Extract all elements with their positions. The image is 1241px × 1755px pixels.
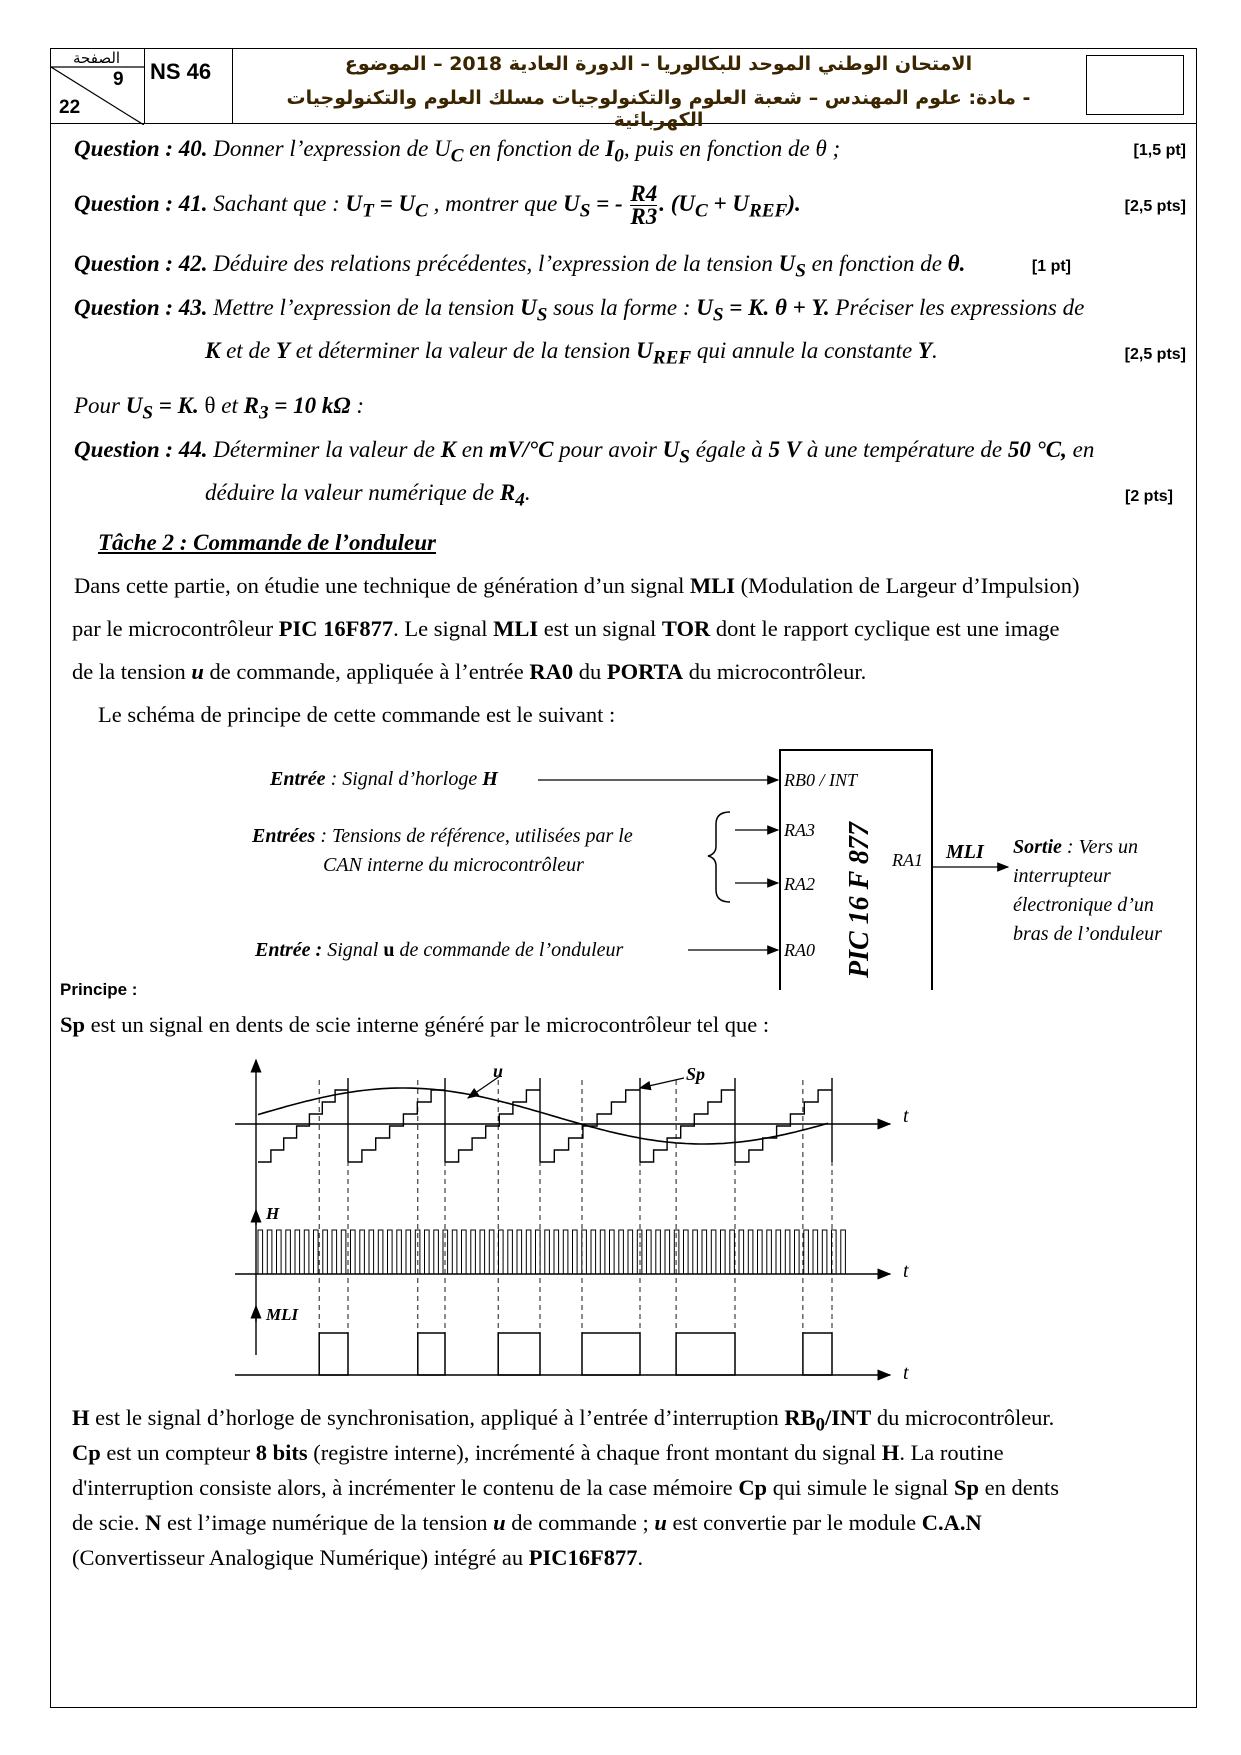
explain-line5: (Convertisseur Analogique Numérique) intégré au PIC16F877. (72, 1545, 644, 1570)
explain-line3: d'interruption consiste alors, à incrémenter le contenu de la case mémoire Cp qui simule le signal Sp en dents (72, 1475, 1059, 1500)
pic-chip-label: PIC 16 F 877 (844, 822, 875, 978)
page-number: 9 (113, 69, 124, 90)
signal-u-label: u (493, 1061, 504, 1081)
sine-u-curve (258, 1088, 828, 1144)
pic-block-diagram (0, 740, 1241, 990)
explain-line2: Cp est un compteur 8 bits (registre interne), incrémenté à chaque front montant du signal H. La routine (72, 1440, 1004, 1465)
page-label: الصفحة (73, 49, 121, 67)
axis-t-label-mli: t (903, 1362, 909, 1384)
sawtooth-period-5 (640, 1078, 735, 1162)
sawtooth-period-4 (540, 1078, 640, 1162)
output-desc-4: bras de l’onduleur (1013, 923, 1162, 945)
points-44: [2 pts] (1125, 488, 1173, 505)
signal-mli-label: MLI (266, 1305, 299, 1324)
mli-pulse-4 (582, 1333, 640, 1375)
sp-pointer (640, 1078, 684, 1088)
question-44-line2: déduire la valeur numérique de $R_4$. (205, 480, 531, 511)
output-desc-3: électronique d’un (1013, 894, 1154, 916)
pin-ra2: RA2 (784, 874, 815, 894)
mli-pulse-6 (803, 1333, 832, 1375)
timing-diagram (0, 1050, 1241, 1390)
points-43: [2,5 pts] (1124, 346, 1186, 363)
exam-header (50, 48, 1197, 131)
header-arabic-line1: الامتحان الوطني الموحد للبكالوريا – الدورة العادية 2018 – الموضوع (344, 53, 973, 75)
question-44-line1: Question : 44. Déterminer la valeur de K en mV/°C pour avoir $U_S$ égale à 5 V à une température de 50 °C, en (74, 437, 1095, 468)
sawtooth-period-3 (445, 1078, 540, 1162)
question-43-line2: K et de Y et déterminer la valeur de la tension $U_{REF}$ qui annule la constante Y. (205, 338, 938, 369)
explain-line1: H est le signal d’horloge de synchronisation, appliqué à l’entrée d’interruption $RB_0$/INT du microcontrôleur. (72, 1405, 1055, 1436)
output-desc-2: interrupteur (1013, 865, 1111, 887)
signal-sp-label: Sp (686, 1064, 706, 1084)
pin-ra0: RA0 (784, 940, 815, 960)
mli-pulse-2 (418, 1333, 445, 1375)
fraction-r4-r3: $\frac{R4}{R3}$ (630, 181, 658, 229)
output-desc-1: Sortie : Vers un (1013, 836, 1139, 858)
pin-ra3: RA3 (784, 820, 815, 840)
signal-h-label: H (266, 1204, 280, 1223)
axis-t-label-h: t (903, 1260, 909, 1282)
points-41: [2,5 pts] (1124, 198, 1186, 215)
principe-title: Principe : (60, 980, 138, 999)
reference-brace (708, 812, 730, 902)
exam-code: NS 46 (150, 59, 212, 84)
task2-paragraph-line3: de la tension u de commande, appliquée à l’entrée RA0 du PORTA du microcontrôleur. (72, 659, 867, 684)
task2-schema-intro: Le schéma de principe de cette commande est le suivant : (98, 702, 616, 727)
mli-output-label: MLI (946, 841, 984, 863)
question-40: Question : 40. Donner l’expression de $U_C$ en fonction de $I_0$, puis en fonction de θ ; (74, 136, 841, 167)
pin-ra1: RA1 (892, 850, 923, 870)
reference-input-label-1: Entrées : Tensions de référence, utilisées par le (252, 825, 633, 847)
mli-pulse-5 (676, 1333, 735, 1375)
control-input-label: Entrée : Signal u de commande de l’onduleur (255, 939, 624, 961)
mli-pulse-1 (319, 1333, 348, 1375)
mli-pulse-3 (498, 1333, 540, 1375)
sawtooth-period-6 (735, 1078, 832, 1162)
question-42: Question : 42. Déduire des relations précédentes, l’expression de la tension $U_S$ en fonction de θ. (74, 251, 966, 282)
task2-title: Tâche 2 : Commande de l’onduleur (98, 530, 436, 555)
points-40: [1,5 pt] (1133, 142, 1186, 159)
question-41: Question : 41. Sachant que : $U_T = U_C$ , montrer que $U_S$ = - $\frac{R4}{R3}$ . $(U_C + U_{REF})$. (74, 181, 801, 229)
reference-input-label-2: CAN interne du microcontrôleur (323, 854, 584, 876)
question-43-line1: Question : 43. Mettre l’expression de la tension $U_S$ sous la forme : $U_S = K$. θ + Y. Préciser les expressions de (74, 295, 1085, 326)
task2-paragraph-line1: Dans cette partie, on étudie une technique de génération d’un signal MLI (Modulation de Largeur d’Impulsion) (74, 573, 1080, 598)
code-cell (144, 49, 233, 123)
pin-rb0-int: RB0 / INT (784, 770, 858, 790)
page-counter-cell (51, 49, 145, 123)
header-empty-box (1086, 55, 1184, 115)
header-arabic-line2: - مادة: علوم المهندس – شعبة العلوم والتكنولوجيات مسلك العلوم والتكنولوجيات الكهربائية (286, 87, 1031, 131)
explain-line4: de scie. N est l’image numérique de la tension u de commande ; u est convertie par le module C.A.N (72, 1510, 982, 1535)
pour-condition: Pour $U_S = K$. θ et $R_3 = 10$ kΩ : (74, 393, 364, 424)
principe-sp-sentence: Sp est un signal en dents de scie interne généré par le microcontrôleur tel que : (60, 1012, 770, 1037)
clock-input-label: Entrée : Signal d’horloge H (270, 768, 498, 790)
task2-paragraph-line2: par le microcontrôleur PIC 16F877. Le signal MLI est un signal TOR dont le rapport cyclique est une image (72, 616, 1060, 641)
sawtooth-period-1 (258, 1078, 348, 1162)
clock-h-pulses (258, 1230, 845, 1274)
page-total: 22 (59, 97, 81, 118)
points-42: [1 pt] (1031, 258, 1071, 275)
axis-t-label-top: t (903, 1105, 909, 1127)
